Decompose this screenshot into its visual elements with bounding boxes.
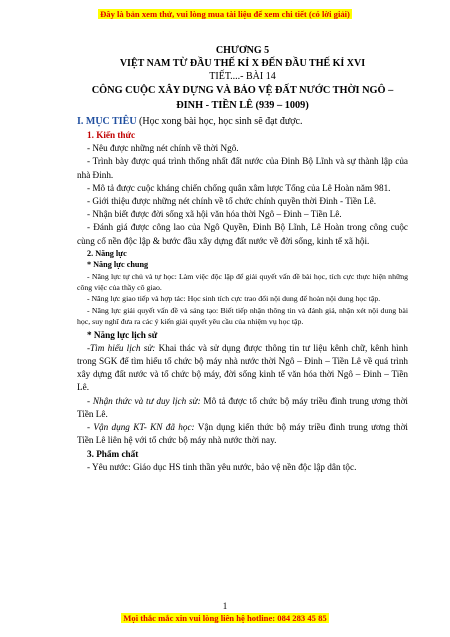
chapter-number: CHƯƠNG 5 [215,45,270,56]
general-competence-heading: * Năng lực chung [87,260,149,270]
knowledge-item: - Nhận biết được đời sống xã hội văn hóa thời Ngô – Đinh – Tiền Lê. [87,209,342,220]
history-item-lead: - Nhận thức và tư duy lịch sử: [87,395,201,406]
section-objectives-label: I. MỤC TIÊU [77,116,137,127]
history-item-text: Khai thác và sử dụng được thông tin tư liệu kênh chữ, kênh hình trong SGK để tìm hiểu tổ chức bộ máy nhà nước thời Ngô – Đinh – Tiền Lê về quá trình xây dựng đất nước và tổ chức bộ máy, đời sống kinh tế văn hóa thời Ngô – Đinh – Tiền Lê. [77,342,408,393]
section-objectives-heading [77,115,408,129]
document-page [77,44,408,474]
section-objectives-note: (Học xong bài học, học sinh sẽ đạt được. [136,116,303,127]
history-item-text: Mô tả được tổ chức bộ máy triều đình trung ương thời Tiền Lê. [77,395,408,419]
qualities-item: - Yêu nước: Giáo dục HS tinh thần yêu nước, bảo vệ nền độc lập dân tộc. [87,461,357,472]
chapter-title: VIỆT NAM TỪ ĐẦU THẾ KỈ X ĐẾN ĐẦU THẾ KỈ XVI [119,58,366,69]
lesson-title-line-2: ĐINH - TIỀN LÊ (939 – 1009) [176,100,309,111]
knowledge-item: - Trình bày được quá trình thống nhất đất nước của Đinh Bộ Lĩnh và sự thành lập của nhà Đinh. [77,156,408,180]
lesson-title-line-1: CÔNG CUỘC XÂY DỰNG VÀ BẢO VỆ ĐẤT NƯỚC THỜI NGÔ – [91,85,394,96]
qualities-heading: 3. Phẩm chất [87,448,139,459]
history-competence-heading: * Năng lực lịch sử [87,329,158,340]
general-competence-item: - Năng lực giao tiếp và hợp tác: Học sinh tích cực trao đổi nội dung để hoàn nội dung học tập. [87,294,381,304]
general-competence-item: - Năng lực tự chủ và tự học: Làm việc độc lập để giải quyết vấn đề bài học, tích cực thực hiện những công việc của thầy cô giao. [77,271,408,293]
history-item-lead: - Vận dụng KT- KN đã học: [87,422,195,433]
history-competence-item [77,421,408,447]
competence-heading: 2. Năng lực [87,248,127,258]
general-competence-item: - Năng lực giải quyết vấn đề và sáng tạo: Biết tiếp nhận thông tin và đánh giá, nhận xét nội dung bài học, suy nghĩ đưa ra các ý kiến giải quyết yêu cầu của nhiệm vụ học tập. [77,305,408,327]
hotline-banner-text: Mọi thắc mắc xin vui lòng liên hệ hotline: 084 283 45 85 [123,613,327,623]
knowledge-item: - Giới thiệu được những nét chính về tổ chức chính quyền thời Đinh - Tiền Lê. [87,196,377,207]
knowledge-item: - Mô tả được cuộc kháng chiến chống quân xâm lược Tống của Lê Hoàn năm 981. [87,182,391,193]
knowledge-item: - Nêu được những nét chính về thời Ngô. [87,143,239,154]
knowledge-heading: 1. Kiến thức [87,130,136,140]
preview-banner-text: Đây là bản xem thử, vui lòng mua tài liệu để xem chi tiết (có lời giải) [100,9,350,19]
hotline-banner [0,612,450,624]
page-number: 1 [222,601,228,611]
history-item-text: Vận dụng kiến thức bộ máy triều đình trung ương thời Tiền Lê liên hệ với tổ chức bộ máy nhà nước thời nay. [77,422,408,446]
history-competence-item [77,395,408,421]
knowledge-item: - Đánh giá được công lao của Ngô Quyền, Đinh Bộ Lĩnh, Lê Hoàn trong công cuộc cùng cố nền độc lập & bước đầu xây dựng đất nước về đời sống, kinh tế xã hội. [77,222,408,246]
history-competence-item [77,342,408,395]
preview-banner [0,8,450,20]
lesson-line: TIẾT....- BÀI 14 [209,71,276,82]
history-item-lead: -Tìm hiểu lịch sử: [87,342,156,353]
